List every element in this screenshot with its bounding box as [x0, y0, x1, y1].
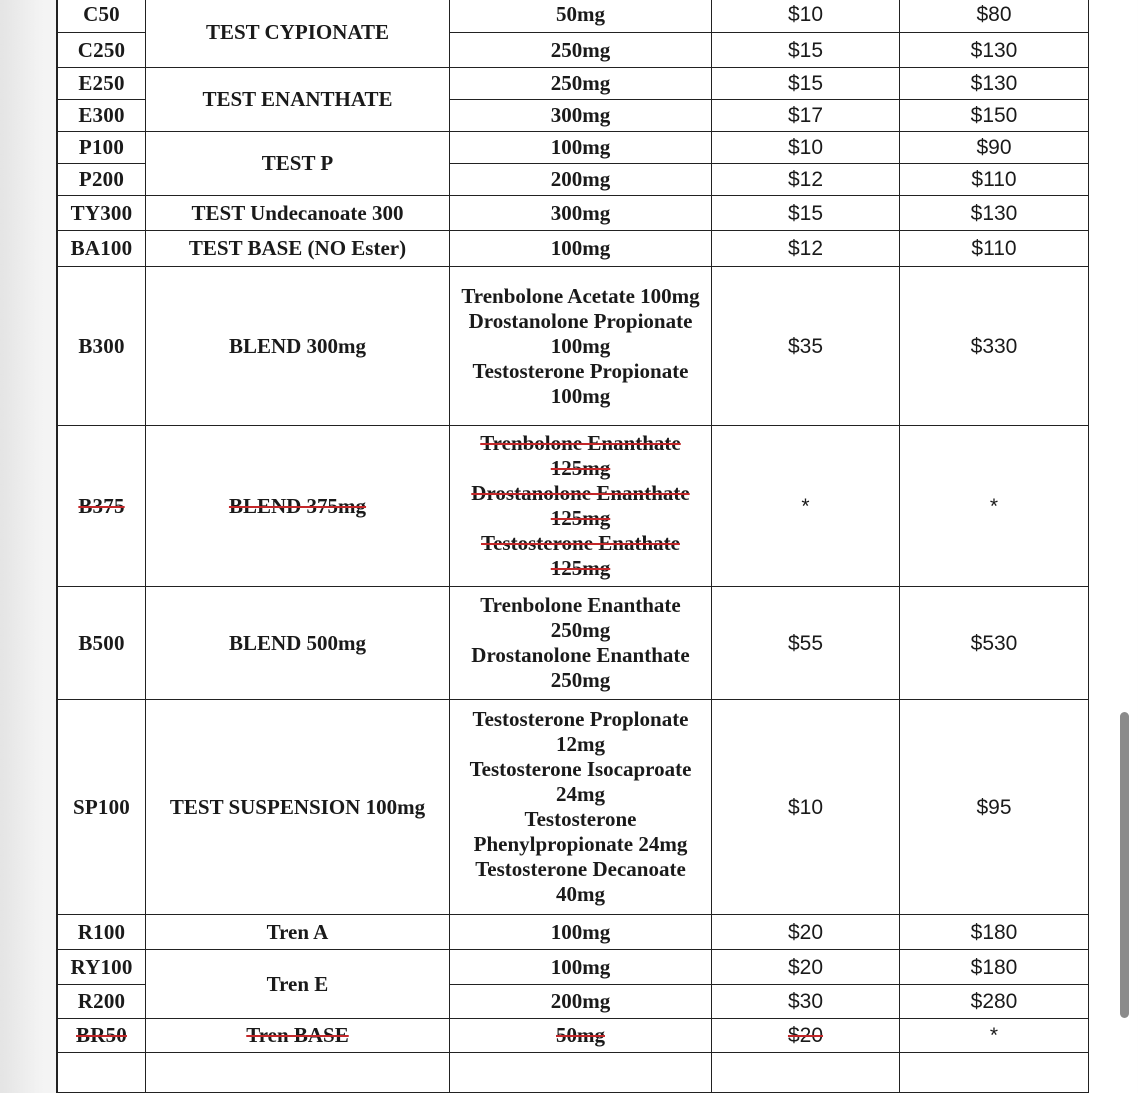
dosage-list — [450, 587, 712, 700]
dosage-text: Drostanolone Enanthate — [471, 481, 690, 505]
product-name: TEST SUSPENSION 100mg — [146, 700, 450, 915]
unit-price: $12 — [712, 231, 900, 267]
dosage-line: 12mg — [556, 732, 605, 756]
table-row — [58, 196, 1089, 231]
dosage-list — [450, 267, 712, 426]
bulk-price: $530 — [900, 587, 1089, 700]
dosage-line — [454, 431, 707, 456]
dosage-line: Testosterone Proplonate — [472, 707, 689, 731]
unit-price: $30 — [712, 985, 900, 1019]
dosage-line — [454, 456, 707, 481]
dosage-line: 250mg — [550, 668, 611, 692]
table-row — [58, 68, 1089, 100]
dosage-line: Phenylpropionate 24mg — [473, 832, 688, 856]
unit-price-text: $20 — [787, 1024, 824, 1047]
bulk-price: $130 — [900, 196, 1089, 231]
dosage — [450, 1019, 712, 1053]
dosage-text: 125mg — [550, 506, 611, 530]
table-row — [58, 426, 1089, 587]
product-code: B300 — [58, 267, 146, 426]
dosage: 200mg — [450, 164, 712, 196]
bulk-price: * — [900, 426, 1089, 587]
product-name: TEST BASE (NO Ester) — [146, 231, 450, 267]
product-name: BLEND 300mg — [146, 267, 450, 426]
product-code — [58, 426, 146, 587]
dosage-text: 125mg — [550, 456, 611, 480]
bulk-price: $130 — [900, 33, 1089, 68]
bulk-price: $95 — [900, 700, 1089, 915]
dosage-line: 24mg — [556, 782, 605, 806]
product-code: P100 — [58, 132, 146, 164]
product-code: SP100 — [58, 700, 146, 915]
dosage-line — [454, 481, 707, 506]
dosage-text: Trenbolone Enanthate — [480, 431, 681, 455]
dosage-line: Testosterone Propionate — [472, 358, 689, 383]
product-code-text: BR50 — [76, 1023, 127, 1047]
product-code: R200 — [58, 985, 146, 1019]
unit-price — [712, 1019, 900, 1053]
dosage: 300mg — [450, 196, 712, 231]
unit-price: $17 — [712, 100, 900, 132]
dosage: 200mg — [450, 985, 712, 1019]
table-row — [58, 915, 1089, 950]
bulk-price: $180 — [900, 950, 1089, 985]
dosage-line: Trenbolone Enanthate — [480, 593, 681, 617]
product-code: E300 — [58, 100, 146, 132]
table-row — [58, 700, 1089, 915]
product-code: C250 — [58, 33, 146, 68]
product-code: BA100 — [58, 231, 146, 267]
dosage-list — [450, 426, 712, 587]
price-list-sheet — [56, 0, 1088, 1093]
empty-cell — [146, 1053, 450, 1093]
dosage: 100mg — [450, 231, 712, 267]
product-name: BLEND 500mg — [146, 587, 450, 700]
dosage-text: Testosterone Enathate — [481, 531, 680, 555]
bulk-price: $130 — [900, 68, 1089, 100]
dosage-line — [454, 531, 707, 556]
unit-price: $10 — [712, 0, 900, 33]
product-code: RY100 — [58, 950, 146, 985]
product-name: TEST Undecanoate 300 — [146, 196, 450, 231]
unit-price: $20 — [712, 950, 900, 985]
price-table — [57, 0, 1089, 1093]
dosage-text: 125mg — [550, 556, 611, 580]
product-name — [146, 1019, 450, 1053]
dosage: 250mg — [450, 33, 712, 68]
table-row — [58, 1019, 1089, 1053]
unit-price: $15 — [712, 68, 900, 100]
product-code: P200 — [58, 164, 146, 196]
unit-price: $12 — [712, 164, 900, 196]
dosage: 300mg — [450, 100, 712, 132]
dosage-line — [454, 556, 707, 581]
product-name-text: Tren BASE — [246, 1023, 349, 1047]
dosage-line: Testosterone Isocaproate — [469, 757, 692, 781]
product-name: TEST ENANTHATE — [146, 68, 450, 132]
dosage-list — [450, 700, 712, 915]
unit-price: $35 — [712, 267, 900, 426]
bulk-price: $110 — [900, 164, 1089, 196]
bulk-price: $80 — [900, 0, 1089, 33]
empty-cell — [712, 1053, 900, 1093]
product-name — [146, 426, 450, 587]
product-name-text: BLEND 375mg — [228, 493, 367, 518]
bulk-price: * — [900, 1019, 1089, 1053]
dosage-line: Trenbolone Acetate 100mg — [461, 283, 700, 308]
dosage-line: 250mg — [550, 618, 611, 642]
table-row — [58, 0, 1089, 33]
dosage-line — [454, 506, 707, 531]
vertical-scrollbar[interactable] — [1120, 712, 1129, 1018]
dosage: 50mg — [450, 0, 712, 33]
unit-price: $15 — [712, 33, 900, 68]
product-code — [58, 1019, 146, 1053]
dosage-line: Drostanolone Enanthate — [471, 643, 690, 667]
unit-price: $10 — [712, 700, 900, 915]
bulk-price: $330 — [900, 267, 1089, 426]
empty-cell — [900, 1053, 1089, 1093]
unit-price: $55 — [712, 587, 900, 700]
bulk-price: $90 — [900, 132, 1089, 164]
unit-price: $20 — [712, 915, 900, 950]
table-row — [58, 231, 1089, 267]
product-name: TEST CYPIONATE — [146, 0, 450, 68]
unit-price: $15 — [712, 196, 900, 231]
table-row-empty — [58, 1053, 1089, 1093]
product-code: B500 — [58, 587, 146, 700]
dosage-line: Drostanolone Propionate — [468, 308, 693, 333]
dosage-line: 100mg — [550, 383, 611, 408]
product-code: R100 — [58, 915, 146, 950]
product-code: TY300 — [58, 196, 146, 231]
bulk-price: $180 — [900, 915, 1089, 950]
unit-price: * — [712, 426, 900, 587]
empty-cell — [58, 1053, 146, 1093]
bulk-price: $110 — [900, 231, 1089, 267]
dosage: 100mg — [450, 132, 712, 164]
dosage: 100mg — [450, 950, 712, 985]
product-code: C50 — [58, 0, 146, 33]
product-name: TEST P — [146, 132, 450, 196]
product-code: E250 — [58, 68, 146, 100]
table-row — [58, 267, 1089, 426]
product-code-text: B375 — [78, 493, 125, 518]
dosage: 100mg — [450, 915, 712, 950]
product-name: Tren E — [146, 950, 450, 1019]
product-name: Tren A — [146, 915, 450, 950]
dosage: 250mg — [450, 68, 712, 100]
dosage-line: 100mg — [550, 333, 611, 358]
unit-price: $10 — [712, 132, 900, 164]
empty-cell — [450, 1053, 712, 1093]
dosage-line: Testosterone — [524, 807, 637, 831]
dosage-text: 50mg — [556, 1023, 605, 1047]
bulk-price: $280 — [900, 985, 1089, 1019]
table-row — [58, 587, 1089, 700]
dosage-line: Testosterone Decanoate — [475, 857, 686, 881]
table-row — [58, 132, 1089, 164]
table-row — [58, 950, 1089, 985]
bulk-price: $150 — [900, 100, 1089, 132]
dosage-line: 40mg — [556, 882, 605, 906]
